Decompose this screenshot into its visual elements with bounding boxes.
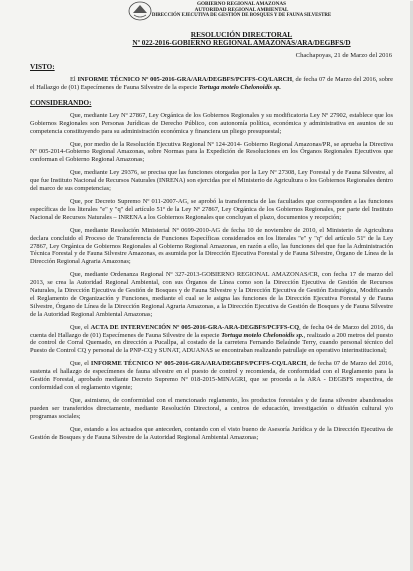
regional-seal-icon	[127, 1, 153, 21]
visto-lead: El	[70, 76, 78, 83]
resolution-title	[90, 30, 393, 48]
informe-reference: INFORME TÉCNICO Nº 005-2016-GRA/ARA/DEGBFS/PCFFS-CQ/LARCH	[90, 360, 307, 368]
header-line-1: GOBIERNO REGIONAL AMAZONAS	[196, 1, 287, 7]
considerando-paragraph-5: Que, mediante Resolución Ministerial Nº 0699-2010-AG de fecha 10 de noviembre de 2010, el Ministerio de Agricultura declara concluido el Proceso de Transferencia de Funciones Específicas considerados en los literales "e" y "q" del artículo 51º de la Ley 27867, Ley Orgánica de Gobiernos Regionales al Gobierno Regional Amazonas, en razón a ello, las funciones del que fue la Administración Técnica Forestal y de Fauna Silvestre Amazonas, es asumida por la Dirección Ejecutiva Forestal y de Fauna Silvestre, Órgano de Línea de la Dirección Regional Agraria Amazonas;	[30, 226, 393, 266]
acta-lead: Que, el	[70, 323, 91, 331]
acta-reference: ACTA DE INTERVENCIÓN Nº 005-2016-GRA-ARA-DEGBFS/PCFFS-CQ	[90, 323, 300, 331]
title-line-1: RESOLUCIÓN DIRECTORAL	[190, 30, 293, 39]
considerando-heading: CONSIDERANDO:	[30, 98, 92, 107]
considerando-paragraph-7	[30, 324, 393, 356]
considerando-paragraph-6: Que, mediante Ordenanza Regional Nº 327-2013-GOBIERNO REGIONAL AMAZONAS/CR, con fecha 17 de marzo del 2013, se crea la Autoridad Regional Ambiental, con sus Órganos de Línea como son la Dirección Ejecutiva de Gestión de Recursos Naturales, la Dirección Ejecutiva de Gestión de Bosques y de Fauna Silvestre y la Dirección Ejecutiva de Gestión Estratégica, Modificando el Reglamento de Organización y Funciones, mediante el cual se le asigna las funciones de la Dirección Ejecutiva Forestal y de Fauna Silvestre, Órgano de Línea de la Dirección Regional Agraria Amazonas, a la Dirección Ejecutiva de Gestión de Bosques y de Fauna Silvestre de la Autoridad Regional Ambiental Amazonas;	[30, 271, 393, 318]
title-line-2: Nº 022-2016-GOBIERNO REGIONAL AMAZONAS/ARA/DEGBFS/D	[132, 39, 351, 47]
acta-end: , realizado a 200 metros del puesto de control de Corral Quemado, en dirección a Pucallpa, al costado de la carretera Fernando Belaúnde Terry, cuando personal técnico del Puesto de Control CQ y personal de la PNP-CQ y SUNAT, ADUANAS se encontraban realizando patrullaje en operativo interinstitucional;	[30, 331, 393, 355]
informe-lead: Que, el	[70, 360, 91, 368]
considerando-paragraph-2: Que, por medio de la Resolución Ejecutiva Regional Nº 124-2014- Gobierno Regional Amazonas/PR, se aprueba la Directiva Nº 005-2014-Gobierno Regional Amazonas, sobre Normas para la Expedición de Resoluciones en los Órganos Regionales Ejecutivos que conforman el Gobierno Regional Amazonas;	[30, 140, 393, 164]
visto-text: , de fecha 07 de Marzo del 2016, sobre el Hallazgo de (01) Especímenes de Fauna Silvestre de la especie	[30, 76, 393, 91]
considerando-paragraph-9: Que, asimismo, de conformidad con el mencionado reglamento, los productos forestales y de fauna silvestre abandonados pueden ser transferidos directamente, mediante Resolución Directoral, a centros de educación, investigación o difusión cultural y/o programas sociales;	[30, 396, 393, 420]
visto-reference: INFORME TÉCNICO Nº 005-2016-GRA/ARA/DEGBFS/PCFFS-CQ/LARCH	[77, 76, 293, 83]
considerando-paragraph-1: Que, mediante Ley Nº 27867, Ley Orgánica de los Gobiernos Regionales y su modificatoria Ley Nº 27902, establece que los Gobiernos Regionales son Personas Jurídicas de Derecho Público, con autonomía política, económica y administrativa en asuntos de su competencia constituyendo para su administración económica y financiera un pliego presupuestal;	[30, 111, 393, 135]
considerando-paragraph-8	[30, 360, 393, 392]
acta-text: , de fecha 04 de Marzo del 2016, da cuenta del Hallazgo de (01) Especímenes de Fauna Silvestre de la especie	[30, 323, 393, 339]
informe-text: , de fecha 07 de Marzo del 2016, sustenta el hallazgo de especímenes de fauna silvestre en el puesto de control y recomienda, de conformidad con el Reglamento para la Gestión Forestal, aprobado mediante Decreto Supremo Nº 018-2015-MINAGRI, que se proceda a la ARA - DEGBFS respectiva, de conformidad con el reglamento vigente;	[30, 360, 394, 391]
considerando-paragraph-3: Que, mediante Ley 29376, se precisa que las funciones otorgadas por la Ley Nº 27308, Ley Forestal y de Fauna Silvestre, al que fue Instituto Nacional de Recursos Naturales (INRENA) son ejercidas por el Ministerio de Agricultura o los Gobiernos Regionales dentro del marco de sus competencias;	[30, 169, 393, 193]
header-line-2: AUTORIDAD REGIONAL AMBIENTAL	[194, 7, 289, 13]
considerando-paragraph-10: Que, estando a los actuados que anteceden, contando con el visto bueno de Asesoría Jurídica y de la Dirección Ejecutiva de Gestión de Bosques y de Fauna Silvestre de la Autoridad Regional Ambiental Amazonas;	[30, 425, 393, 441]
acta-species: Tortuga motelo Chelonoidis sp.	[221, 331, 304, 339]
place-date: Chachapoyas, 21 de Marzo del 2016	[295, 52, 392, 59]
document-page	[0, 1, 413, 571]
visto-heading: VISTO:	[30, 63, 55, 71]
header-line-3: DIRECCIÓN EJECUTIVA DE GESTIÓN DE BOSQUES Y DE FAUNA SILVESTRE	[151, 13, 332, 18]
visto-species: Tortuga motelo Chelonoidis sp.	[198, 83, 281, 91]
considerando-paragraph-4: Que, por Decreto Supremo Nº 011-2007-AG, se aprobó la transferencia de las facultades que corresponden a las funciones específicas de los literales "e" y "q" del artículo 51º de la Ley Nº 27867, Ley Orgánica de los Gobiernos Regionales, por parte del Instituto Nacional de Recursos Naturales – INRENA a los Gobiernos Regionales que concluyan el plazo, documentos y recepción;	[30, 197, 393, 221]
visto-paragraph	[30, 76, 393, 92]
